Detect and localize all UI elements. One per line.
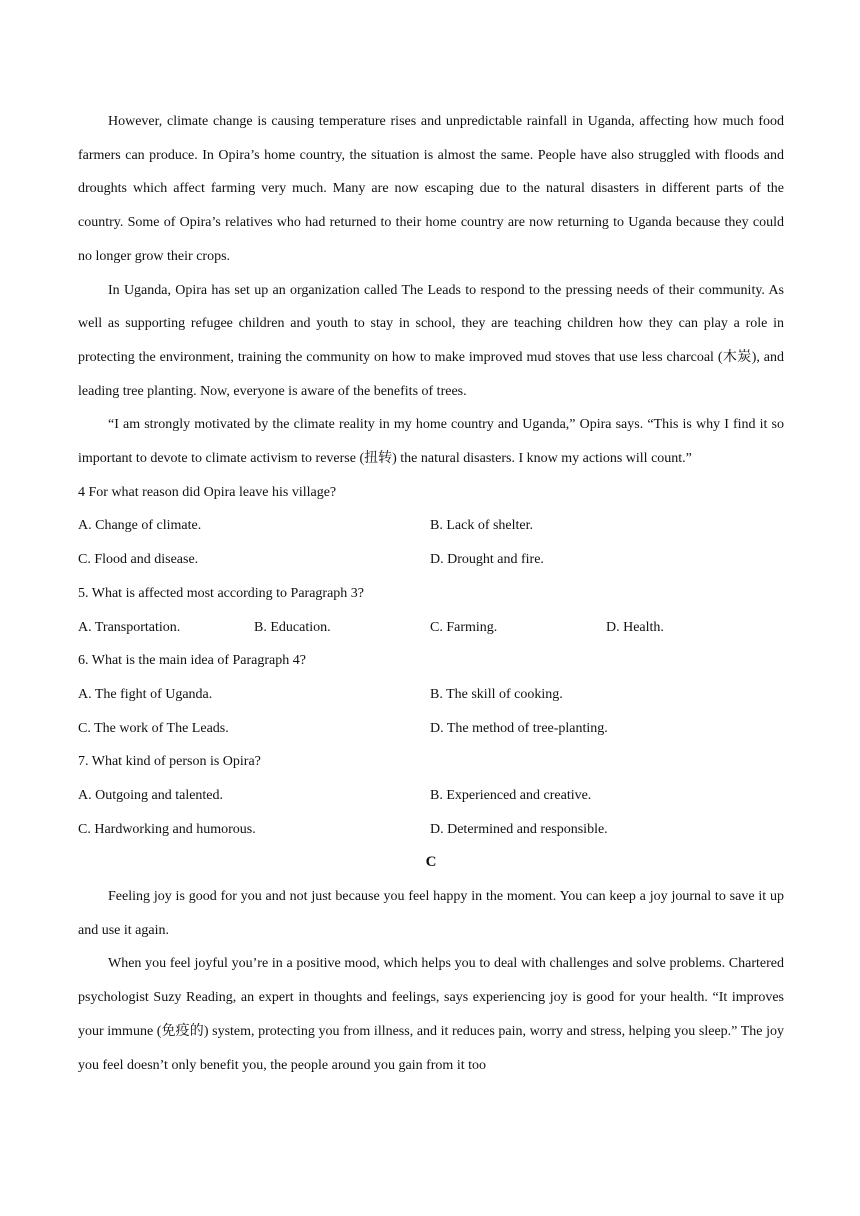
option: B. Education.: [254, 619, 331, 635]
passage-b-paragraph: In Uganda, Opira has set up an organization called The Leads to respond to the pressing needs of their community. As well as supporting refugee children and youth to stay in school, they are teaching children how they can play a role in protecting the environment, training the community on how to make improved mud stoves that use less charcoal (木炭), and leading tree planting. Now, everyone is aware of the benefits of trees.: [78, 282, 784, 399]
question-stem: 7. What kind of person is Opira?: [78, 754, 261, 770]
option: A. Outgoing and talented.: [78, 787, 224, 803]
option: D. Determined and responsible.: [430, 821, 608, 837]
option: B. The skill of cooking.: [430, 686, 563, 702]
option: C. The work of The Leads.: [78, 720, 229, 736]
option: A. Change of climate.: [78, 518, 202, 534]
option-row: [78, 611, 784, 645]
passage-b-paragraph: “I am strongly motivated by the climate reality in my home country and Uganda,” Opira says. “This is why I find it so important to devote to climate activism to reverse (扭转) the natural disasters. I know my actions will count.”: [78, 417, 784, 467]
passage-c-paragraph: Feeling joy is good for you and not just because you feel happy in the moment. You can keep a joy journal to save it up and use it again.: [78, 889, 784, 938]
question-stem: 6. What is the main idea of Paragraph 4?: [78, 653, 306, 669]
option: C. Hardworking and humorous.: [78, 821, 256, 837]
option: D. Health.: [606, 619, 664, 635]
option: B. Experienced and creative.: [430, 787, 592, 803]
option: C. Flood and disease.: [78, 552, 199, 568]
question-stem: 5. What is affected most according to Paragraph 3?: [78, 585, 364, 601]
option-row: [78, 509, 784, 543]
section-heading: C: [425, 854, 437, 871]
option: D. Drought and fire.: [430, 552, 544, 568]
option-row: [78, 779, 784, 813]
option-row: [78, 813, 784, 847]
passage-b-paragraph: However, climate change is causing temperature rises and unpredictable rainfall in Uganda, affecting how much food farmers can produce. In Opira’s home country, the situation is almost the same. People have also struggled with floods and droughts which affect farming very much. Many are now escaping due to the natural disasters in different parts of the country. Some of Opira’s relatives who had returned to their home country are now returning to Uganda because they could no longer grow their crops.: [78, 114, 784, 264]
question-stem: 4 For what reason did Opira leave his village?: [78, 484, 337, 500]
option: A. The fight of Uganda.: [78, 686, 213, 702]
option: D. The method of tree-planting.: [430, 720, 608, 736]
option: B. Lack of shelter.: [430, 518, 534, 534]
option: A. Transportation.: [78, 619, 181, 635]
document-page: [78, 105, 784, 1082]
option-row: [78, 712, 784, 746]
passage-c-paragraph: When you feel joyful you’re in a positive mood, which helps you to deal with challenges and solve problems. Chartered psychologist Suzy Reading, an expert in thoughts and feelings, says experiencing joy is good for your health. “It improves your immune (免疫的) system, protecting you from illness, and it reduces pain, worry and stress, helping you sleep.” The joy you feel doesn’t only benefit you, the people around you gain from it too: [78, 956, 784, 1073]
option-row: [78, 678, 784, 712]
option-row: [78, 543, 784, 577]
option: C. Farming.: [430, 619, 498, 635]
